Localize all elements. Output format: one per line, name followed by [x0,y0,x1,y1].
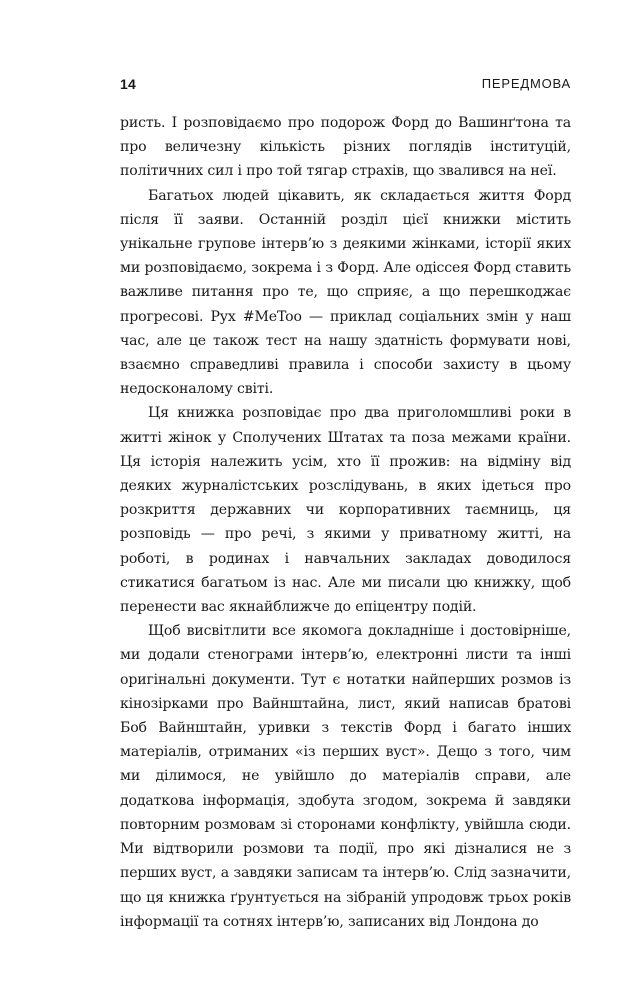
page-header [120,76,571,96]
body-text [120,111,571,934]
paragraph-continued: ристь. І розповідаємо про подорож Форд до Вашинґтона та про величезну кількість різних поглядів інституцій, політичних сил і про той тягар страхів, що звалився на неї. [120,115,571,180]
paragraph: Багатьох людей цікавить, як складається життя Форд після її заяви. Останній розділ цієї книжки містить унікальне групове інтерв’ю з деякими жінками, історії яких ми розповідаємо, зокрема і з Форд. Але одіссея Форд ставить важливе питання про те, що сприяє, а що перешкоджає прогресові. Рух #MeToo — приклад соціальних змін у наш час, але це також тест на нашу здатність формувати нові, взаємно справедливі правила і способи захисту в цьому недосконалому світі. [120,187,571,398]
paragraph: Ця книжка розповідає про два приголомшливі роки в житті жінок у Сполучених Штатах та поза межами країни. Ця історія належить усім, хто її прожив: на відміну від деяких журналістських розслідувань, в яких ідеться про розкриття державних чи корпоративних таємниць, ця розповідь — про речі, з якими у приватному житті, на роботі, в родинах і навчальних закладах доводилося стикатися багатьом із нас. Але ми писали цю книжку, щоб перенести вас якнайближче до епіцентру подій. [120,405,571,616]
paragraph: Щоб висвітлити все якомога докладніше і достовірніше, ми додали стенограми інтерв’ю, електронні листи та інші оригінальні документи. Тут є нотатки найперших розмов із кінозірками про Вайнштайна, лист, який написав братові Боб Вайнштайн, уривки з текстів Форд і багато інших матеріалів, отриманих «із перших вуст». Дещо з того, чим ми ділимося, не увійшло до матеріалів справи, але додаткова інформація, здобута згодом, зокрема й завдяки повторним розмовам зі сторонами конфлікту, увійшла сюди. Ми відтворили розмови та події, про які дізналися не з перших вуст, а завдяки записам та інтерв’ю. Слід зазначити, що ця книжка ґрунтується на зібраній упродовж трьох років інформації та сотнях інтерв’ю, записаних від Лондона до [120,623,571,930]
running-head: ПЕРЕДМОВА [481,76,571,91]
page-number: 14 [120,76,136,92]
